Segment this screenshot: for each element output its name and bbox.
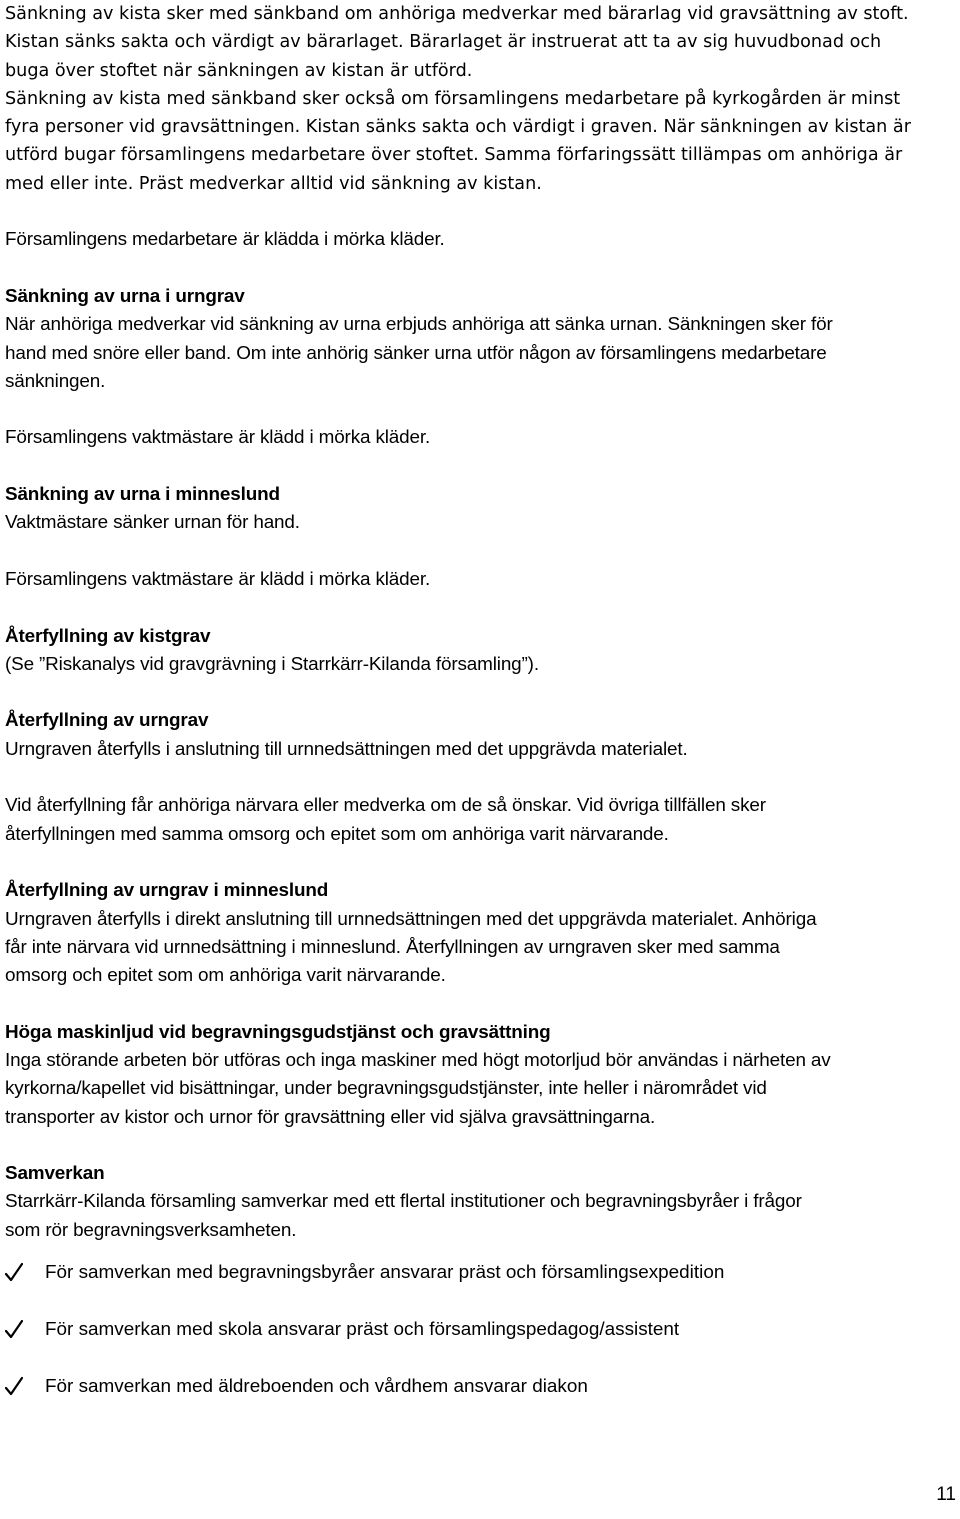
- list-item: [5, 1316, 960, 1373]
- check-mark-icon: [5, 1262, 23, 1284]
- text-line: fyra personer vid gravsättningen. Kistan sänks sakta och värdigt i graven. När sänkningen av kistan är: [5, 117, 911, 138]
- spacer: [5, 849, 960, 877]
- spacer: [5, 1132, 960, 1160]
- section-heading: Återfyllning av urngrav i minneslund: [5, 880, 329, 902]
- section-coffin-backfill: [5, 623, 960, 680]
- text-line: får inte närvara vid urnnedsättning i minneslund. Återfyllningen av urngraven sker med samma: [5, 936, 780, 958]
- text-line: (Se ”Riskanalys vid gravgrävning i Starrkärr-Kilanda församling”).: [5, 653, 539, 675]
- section-urn-grave: [5, 283, 960, 396]
- text-line: med eller inte. Präst medverkar alltid vid sänkning av kistan.: [5, 173, 542, 194]
- text-line: Vid återfyllning får anhöriga närvara eller medverka om de så önskar. Vid övriga tillfällen sker: [5, 795, 766, 817]
- section-heading: Sänkning av urna i urngrav: [5, 285, 245, 307]
- text-line: som rör begravningsverksamheten.: [5, 1219, 297, 1241]
- section-heading: Sänkning av urna i minneslund: [5, 484, 280, 506]
- section-heading: Återfyllning av kistgrav: [5, 625, 211, 647]
- text-line: När anhöriga medverkar vid sänkning av urna erbjuds anhöriga att sänka urnan. Sänkningen sker för: [5, 314, 833, 336]
- text-line: Kistan sänks sakta och värdigt av bärarlaget. Bärarlaget är instruerat att ta av sig huvudbonad och: [5, 32, 882, 53]
- list-item-label: För samverkan med äldreboenden och vårdhem ansvarar diakon: [45, 1376, 588, 1398]
- check-mark-icon: [5, 1319, 23, 1341]
- section-cooperation: [5, 1160, 960, 1430]
- clothing-note: Församlingens medarbetare är klädda i mörka kläder.: [5, 229, 445, 251]
- section-heading: Höga maskinljud vid begravningsgudstjänst och gravsättning: [5, 1021, 551, 1043]
- section-memorial-backfill: [5, 877, 960, 990]
- top-paragraphs: [5, 0, 960, 198]
- spacer: [5, 255, 960, 283]
- text-line: Inga störande arbeten bör utföras och inga maskiner med högt motorljud bör användas i närheten av: [5, 1049, 831, 1071]
- document-page: [5, 0, 960, 1430]
- text-line: Vaktmästare sänker urnan för hand.: [5, 512, 300, 534]
- section-heading: Samverkan: [5, 1163, 105, 1185]
- text-line: Urngraven återfylls i direkt anslutning till urnnedsättningen med det uppgrävda materialet. Anhöriga: [5, 908, 817, 930]
- spacer: [5, 538, 960, 566]
- spacer: [5, 679, 960, 707]
- text-line: kyrkorna/kapellet vid bisättningar, under begravningsgudstjänster, inte heller i närområdet vid: [5, 1078, 767, 1100]
- section-urn-backfill: [5, 707, 960, 848]
- text-line: återfyllningen med samma omsorg och epitet som om anhöriga varit närvarande.: [5, 823, 669, 845]
- cooperation-checklist: [5, 1259, 960, 1430]
- text-line: sänkningen.: [5, 370, 106, 392]
- spacer: [5, 198, 960, 226]
- section-memorial-grove: [5, 481, 960, 538]
- text-line: omsorg och epitet som om anhöriga varit närvarande.: [5, 965, 446, 987]
- check-mark-icon: [5, 1376, 23, 1398]
- spacer: [5, 453, 960, 481]
- text-line: transporter av kistor och urnor för gravsättning eller vid själva gravsättningarna.: [5, 1106, 656, 1128]
- list-item-label: För samverkan med skola ansvarar präst och församlingspedagog/assistent: [45, 1319, 680, 1341]
- spacer: [5, 396, 960, 424]
- text-line: utförd bugar församlingens medarbetare över stoftet. Samma förfaringssätt tillämpas om anhöriga är: [5, 145, 903, 166]
- spacer: [5, 594, 960, 622]
- text-line: Urngraven återfylls i anslutning till urnnedsättningen med det uppgrävda materialet.: [5, 738, 688, 760]
- page-number: 11: [936, 1484, 956, 1505]
- section-noise: [5, 1019, 960, 1132]
- text-line: Sänkning av kista med sänkband sker också om församlingens medarbetare på kyrkogården är minst: [5, 88, 901, 109]
- text-line: hand med snöre eller band. Om inte anhörig sänker urna utför någon av församlingens medarbetare: [5, 342, 827, 364]
- list-item-label: För samverkan med begravningsbyråer ansvarar präst och församlingsexpedition: [45, 1262, 725, 1284]
- spacer: [5, 990, 960, 1018]
- text-line: Starrkärr-Kilanda församling samverkar med ett flertal institutioner och begravningsbyråer i frågor: [5, 1191, 802, 1213]
- spacer: [5, 764, 960, 792]
- clothing-note: Församlingens vaktmästare är klädd i mörka kläder.: [5, 568, 431, 590]
- section-heading: Återfyllning av urngrav: [5, 710, 209, 732]
- text-line: Sänkning av kista sker med sänkband om anhöriga medverkar med bärarlag vid gravsättning av stoft.: [5, 4, 909, 24]
- clothing-note: Församlingens vaktmästare är klädd i mörka kläder.: [5, 427, 431, 449]
- text-line: buga över stoftet när sänkningen av kistan är utförd.: [5, 60, 473, 81]
- list-item: [5, 1373, 960, 1430]
- list-item: [5, 1259, 960, 1316]
